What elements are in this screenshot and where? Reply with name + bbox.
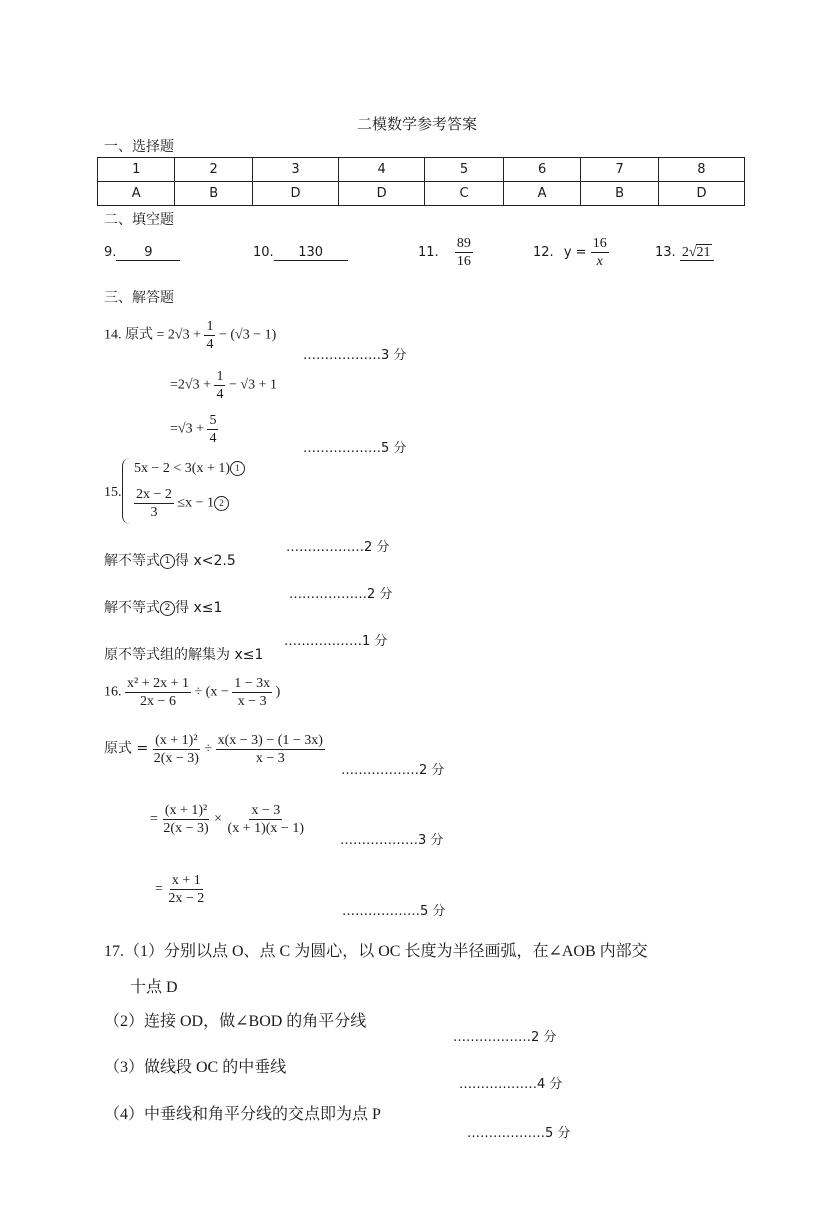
denominator: x − 3 [237, 694, 267, 709]
answer-value: 9 [116, 245, 180, 261]
fraction [207, 412, 218, 447]
numerator: x + 1 [171, 873, 201, 888]
table-cell: 8 [658, 158, 744, 182]
fraction [125, 675, 191, 710]
fraction [216, 732, 325, 767]
circled-number: 2 [214, 496, 229, 511]
question-number: 13. [655, 245, 676, 260]
table-cell: A [98, 182, 175, 206]
denominator: 2x − 2 [168, 891, 205, 906]
denominator: 4 [206, 337, 214, 352]
q16-step-3 [155, 872, 206, 907]
score-mark: ………………4 分 [459, 1077, 563, 1092]
numerator: x² + 2x + 1 [127, 676, 189, 691]
question-number: 12. [533, 245, 554, 260]
q15-step-2 [104, 597, 222, 617]
q15-inequality-2 [134, 486, 229, 521]
table-cell: C [425, 182, 504, 206]
fill-answer-q9 [104, 245, 180, 261]
q17-step-3: （3）做线段 OC 的中垂线 [104, 1059, 287, 1076]
score-mark: ………………5 分 [342, 904, 446, 919]
numerator: (x + 1)² [164, 803, 208, 818]
coefficient: 2 [681, 245, 689, 260]
expression: − (√3 − 1) [218, 327, 277, 343]
step-label: = [155, 881, 163, 897]
numerator: 1 [206, 319, 214, 334]
numerator: 2x − 2 [136, 487, 172, 502]
q15-label: 15. [104, 485, 122, 500]
numerator: 1 [216, 369, 224, 384]
q15-inequality-1 [134, 461, 245, 477]
table-cell: D [252, 182, 338, 206]
denominator: 4 [209, 431, 217, 446]
q17-step-1-continued: 十点 D [130, 979, 178, 996]
fraction [204, 318, 215, 353]
step-text: 解不等式 [104, 600, 160, 616]
fraction [232, 675, 272, 710]
expression: = 2√3 + [156, 327, 201, 343]
answer-prefix: y = [563, 245, 587, 260]
expression: =√3 + [170, 421, 204, 437]
score-mark: ………………1 分 [284, 634, 388, 649]
q16-step-1 [104, 732, 325, 767]
score-mark: ………………2 分 [289, 587, 393, 602]
operator: ÷ (x − [194, 684, 229, 700]
score-mark: ………………2 分 [286, 540, 390, 555]
q14-line2 [170, 368, 277, 403]
choice-answer-table [97, 157, 745, 206]
fill-answer-q10 [253, 245, 348, 261]
score-mark: ………………3 分 [303, 348, 407, 363]
score-mark: ………………5 分 [303, 441, 407, 456]
table-row-numbers [98, 158, 745, 182]
expression: − √3 + 1 [228, 377, 277, 393]
numerator: (x + 1)² [155, 733, 198, 748]
denominator: 4 [216, 387, 224, 402]
section-choice-heading: 一、选择题 [104, 139, 174, 155]
answer-fraction [591, 235, 609, 270]
expression: =2√3 + [170, 377, 211, 393]
score-mark: ………………5 分 [467, 1126, 571, 1141]
table-cell: 7 [581, 158, 659, 182]
question-number: 10. [253, 245, 274, 260]
q14-label: 14. 原式 [104, 327, 153, 343]
step-text: 得 x<2.5 [175, 553, 236, 569]
denominator: 2x − 6 [140, 694, 176, 709]
denominator: x − 3 [255, 751, 285, 766]
numerator: 5 [209, 413, 217, 428]
step-label: 原式 = [104, 740, 149, 757]
table-cell: 6 [503, 158, 580, 182]
denominator: 2(x − 3) [153, 751, 199, 766]
answer-value: 130 [274, 245, 348, 261]
answer-value: 2√21 [680, 245, 714, 261]
fraction [214, 368, 225, 403]
expression: ≤x − 1 [177, 495, 214, 511]
table-cell: 2 [175, 158, 253, 182]
q16-step-2 [150, 802, 306, 837]
question-number: 9. [104, 245, 117, 260]
q17-step-4: （4）中垂线和角平分线的交点即为点 P [104, 1106, 381, 1123]
table-row-answers [98, 182, 745, 206]
denominator: 16 [456, 254, 471, 269]
q16-label: 16. [104, 684, 122, 700]
table-cell: 5 [425, 158, 504, 182]
denominator: 3 [150, 505, 158, 520]
table-cell: 3 [252, 158, 338, 182]
operator: ÷ [204, 741, 213, 757]
numerator: 1 − 3x [234, 676, 271, 691]
circled-number: 2 [160, 601, 175, 616]
section-solve-heading: 三、解答题 [104, 290, 174, 306]
numerator: 89 [456, 236, 471, 251]
fill-answer-q13 [655, 245, 714, 261]
table-cell: D [658, 182, 744, 206]
expression: 5x − 2 < 3(x + 1) [134, 461, 231, 476]
table-cell: B [175, 182, 253, 206]
operator: ) [275, 684, 281, 700]
table-cell: 4 [339, 158, 425, 182]
q14-line1 [104, 318, 276, 353]
step-text: 解不等式 [104, 553, 160, 569]
numerator: x(x − 3) − (1 − 3x) [217, 733, 323, 748]
section-fill-heading: 二、填空题 [104, 212, 174, 228]
table-cell: A [503, 182, 580, 206]
step-text: 得 x≤1 [175, 600, 223, 616]
table-cell: 1 [98, 158, 175, 182]
score-mark: ………………2 分 [453, 1030, 557, 1045]
fraction [134, 486, 174, 521]
page-title: 二模数学参考答案 [357, 115, 478, 133]
fraction [226, 802, 306, 837]
q14-line3 [170, 412, 218, 447]
operator: × [214, 811, 223, 827]
fraction [161, 802, 210, 837]
circled-number: 1 [230, 461, 245, 476]
fraction [166, 872, 206, 907]
fill-answer-q12 [533, 235, 609, 270]
q15-step-3: 原不等式组的解集为 x≤1 [104, 647, 264, 663]
numerator: x − 3 [251, 803, 281, 818]
answer-fraction [455, 235, 473, 270]
denominator: (x + 1)(x − 1) [227, 821, 304, 836]
q17-step-1: 17.（1）分别以点 O、点 C 为圆心，以 OC 长度为半径画弧，在∠AOB 内部交 [104, 943, 648, 960]
score-mark: ………………2 分 [341, 763, 445, 778]
score-mark: ………………3 分 [340, 833, 444, 848]
radicand: 21 [696, 245, 711, 260]
q17-step-2: （2）连接 OD，做∠BOD 的角平分线 [104, 1013, 367, 1030]
table-cell: D [339, 182, 425, 206]
table-cell: B [581, 182, 659, 206]
denominator: x [596, 254, 603, 269]
step-label: = [150, 811, 158, 827]
denominator: 2(x − 3) [163, 821, 209, 836]
q15-step-1 [104, 550, 236, 570]
fraction [152, 732, 201, 767]
numerator: 16 [592, 236, 607, 251]
fill-answer-q11 [418, 235, 473, 270]
question-number: 11. [418, 245, 439, 260]
circled-number: 1 [160, 554, 175, 569]
q16-expression [104, 675, 280, 710]
